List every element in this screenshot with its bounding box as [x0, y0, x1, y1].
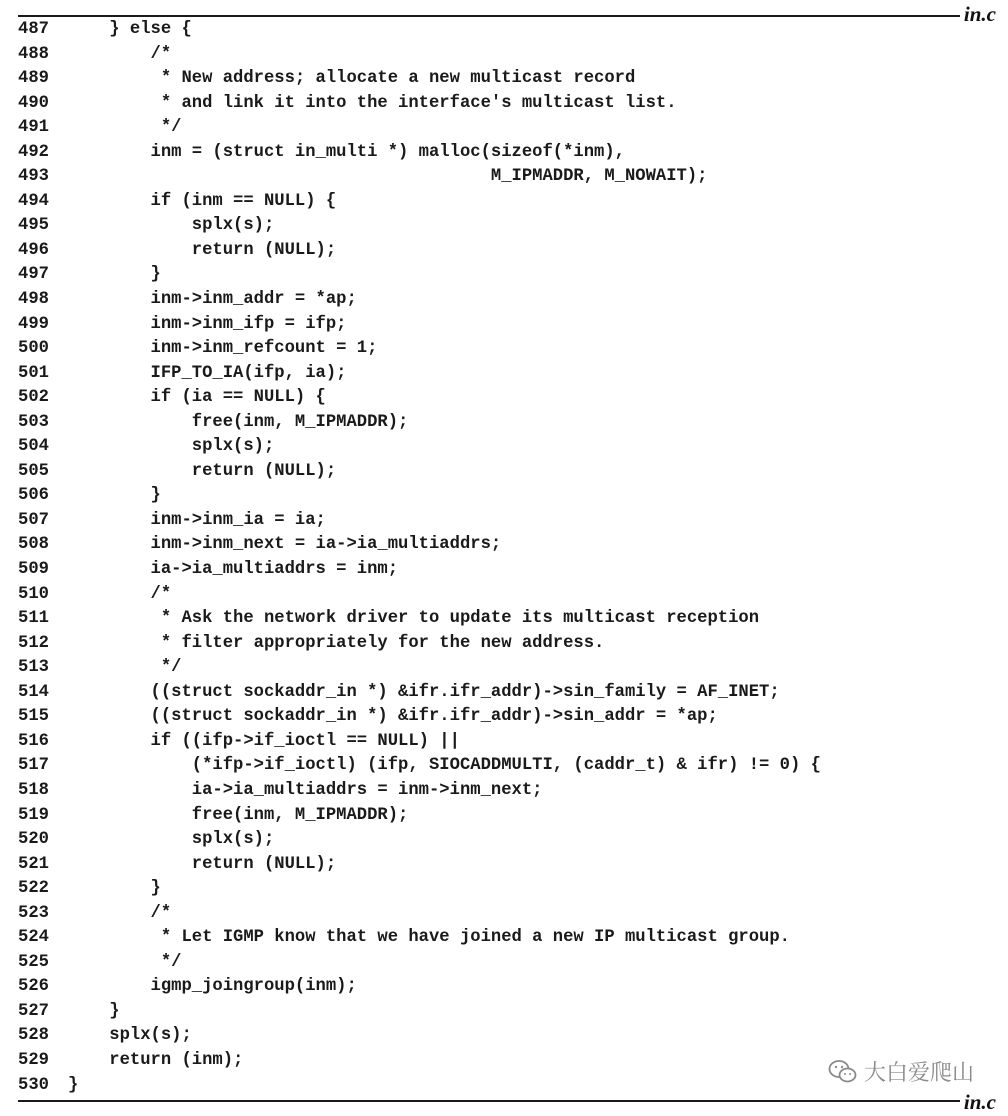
code-line — [18, 263, 988, 288]
code-text: */ — [68, 118, 182, 138]
code-text: } — [68, 1075, 79, 1095]
line-number: 487 — [18, 20, 49, 39]
code-line — [18, 116, 988, 141]
line-number: 494 — [18, 191, 49, 211]
code-line — [18, 1024, 988, 1049]
line-number: 523 — [18, 903, 49, 923]
wechat-icon — [828, 1059, 858, 1085]
code-text: return (inm); — [68, 1050, 244, 1070]
code-text: } else { — [68, 20, 192, 39]
code-text: * Let IGMP know that we have joined a new IP multicast group. — [68, 928, 790, 948]
code-text: * New address; allocate a new multicast record — [68, 69, 636, 89]
code-line — [18, 92, 988, 117]
code-text: if (inm == NULL) { — [68, 191, 337, 211]
watermark-text: 大白爱爬山 — [863, 1061, 974, 1086]
code-line — [18, 362, 988, 387]
code-text: } — [68, 1001, 120, 1021]
code-line — [18, 411, 988, 436]
code-text: inm->inm_ifp = ifp; — [68, 314, 347, 334]
line-number: 497 — [18, 265, 49, 285]
code-line — [18, 484, 988, 509]
code-line — [18, 975, 988, 1000]
line-number: 511 — [18, 609, 49, 629]
code-line — [18, 656, 988, 681]
code-text: */ — [68, 952, 182, 972]
code-line — [18, 804, 988, 829]
code-text: /* — [68, 903, 172, 923]
line-number: 514 — [18, 682, 49, 702]
line-number: 517 — [18, 756, 49, 776]
line-number: 491 — [18, 118, 49, 138]
code-text: inm->inm_next = ia->ia_multiaddrs; — [68, 535, 502, 555]
code-text: inm->inm_ia = ia; — [68, 510, 326, 530]
code-line — [18, 902, 988, 927]
code-line — [18, 509, 988, 534]
code-text: * filter appropriately for the new address. — [68, 633, 605, 653]
code-line — [18, 705, 988, 730]
code-line — [18, 337, 988, 362]
top-rule — [18, 15, 960, 17]
code-line — [18, 583, 988, 608]
line-number: 528 — [18, 1026, 49, 1046]
line-number: 529 — [18, 1050, 49, 1070]
code-line — [18, 632, 988, 657]
code-text: free(inm, M_IPMADDR); — [68, 805, 409, 825]
line-number: 526 — [18, 977, 49, 997]
code-line — [18, 681, 988, 706]
code-line — [18, 43, 988, 68]
line-number: 498 — [18, 290, 49, 310]
code-text: * Ask the network driver to update its multicast reception — [68, 609, 760, 629]
bottom-rule — [18, 1100, 960, 1102]
code-text: return (NULL); — [68, 854, 337, 874]
line-number: 510 — [18, 584, 49, 604]
code-line — [18, 558, 988, 583]
code-text: */ — [68, 658, 182, 678]
line-number: 489 — [18, 69, 49, 89]
line-number: 503 — [18, 412, 49, 432]
code-text: inm = (struct in_multi *) malloc(sizeof(*inm), — [68, 142, 625, 162]
line-number: 519 — [18, 805, 49, 825]
code-text: splx(s); — [68, 1026, 192, 1046]
code-line — [18, 828, 988, 853]
code-text: if ((ifp->if_ioctl == NULL) || — [68, 731, 460, 751]
line-number: 506 — [18, 486, 49, 506]
code-line — [18, 67, 988, 92]
code-text: ((struct sockaddr_in *) &ifr.ifr_addr)->sin_addr = *ap; — [68, 707, 718, 727]
code-text: splx(s); — [68, 437, 275, 457]
code-text: M_IPMADDR, M_NOWAIT); — [68, 167, 708, 187]
code-text: } — [68, 879, 161, 899]
line-number: 518 — [18, 780, 49, 800]
line-number: 501 — [18, 363, 49, 383]
code-line — [18, 214, 988, 239]
code-text: inm->inm_refcount = 1; — [68, 339, 378, 359]
line-number: 524 — [18, 928, 49, 948]
code-text: * and link it into the interface's multicast list. — [68, 93, 677, 113]
code-line — [18, 853, 988, 878]
code-line — [18, 951, 988, 976]
code-line — [18, 239, 988, 264]
code-text: (*ifp->if_ioctl) (ifp, SIOCADDMULTI, (caddr_t) & ifr) != 0) { — [68, 756, 821, 776]
file-tag-bottom: in.c — [963, 1090, 996, 1114]
line-number: 488 — [18, 44, 49, 64]
line-number: 513 — [18, 658, 49, 678]
line-number: 530 — [18, 1075, 49, 1095]
line-number: 492 — [18, 142, 49, 162]
code-text: free(inm, M_IPMADDR); — [68, 412, 409, 432]
code-line — [18, 754, 988, 779]
code-text: /* — [68, 44, 172, 64]
code-line — [18, 730, 988, 755]
watermark — [828, 1056, 974, 1087]
line-number: 493 — [18, 167, 49, 187]
code-line — [18, 533, 988, 558]
code-line — [18, 607, 988, 632]
code-line — [18, 460, 988, 485]
code-line — [18, 313, 988, 338]
code-line — [18, 1000, 988, 1025]
code-line — [18, 386, 988, 411]
line-number: 502 — [18, 388, 49, 408]
line-number: 516 — [18, 731, 49, 751]
code-text: ((struct sockaddr_in *) &ifr.ifr_addr)->sin_family = AF_INET; — [68, 682, 780, 702]
code-text: /* — [68, 584, 172, 604]
line-number: 522 — [18, 879, 49, 899]
code-text: igmp_joingroup(inm); — [68, 977, 357, 997]
line-number: 509 — [18, 560, 49, 580]
code-text: } — [68, 265, 161, 285]
code-text: } — [68, 486, 161, 506]
code-text: IFP_TO_IA(ifp, ia); — [68, 363, 347, 383]
line-number: 504 — [18, 437, 49, 457]
line-number: 496 — [18, 240, 49, 260]
code-text: splx(s); — [68, 830, 275, 850]
line-number: 520 — [18, 830, 49, 850]
line-number: 527 — [18, 1001, 49, 1021]
code-line — [18, 141, 988, 166]
file-tag-top: in.c — [963, 2, 996, 26]
code-line — [18, 877, 988, 902]
code-line — [18, 18, 988, 43]
code-line — [18, 288, 988, 313]
line-number: 490 — [18, 93, 49, 113]
line-number: 500 — [18, 339, 49, 359]
code-line — [18, 190, 988, 215]
line-number: 495 — [18, 216, 49, 236]
code-text: return (NULL); — [68, 461, 337, 481]
line-number: 525 — [18, 952, 49, 972]
code-text: return (NULL); — [68, 240, 337, 260]
code-line — [18, 165, 988, 190]
line-number: 515 — [18, 707, 49, 727]
line-number: 508 — [18, 535, 49, 555]
code-text: inm->inm_addr = *ap; — [68, 290, 357, 310]
code-line — [18, 926, 988, 951]
code-text: splx(s); — [68, 216, 275, 236]
line-number: 505 — [18, 461, 49, 481]
code-line — [18, 435, 988, 460]
code-text: if (ia == NULL) { — [68, 388, 326, 408]
code-block — [18, 18, 988, 1098]
code-line — [18, 779, 988, 804]
code-text: ia->ia_multiaddrs = inm->inm_next; — [68, 780, 543, 800]
line-number: 507 — [18, 510, 49, 530]
line-number: 512 — [18, 633, 49, 653]
line-number: 499 — [18, 314, 49, 334]
code-text: ia->ia_multiaddrs = inm; — [68, 560, 399, 580]
line-number: 521 — [18, 854, 49, 874]
